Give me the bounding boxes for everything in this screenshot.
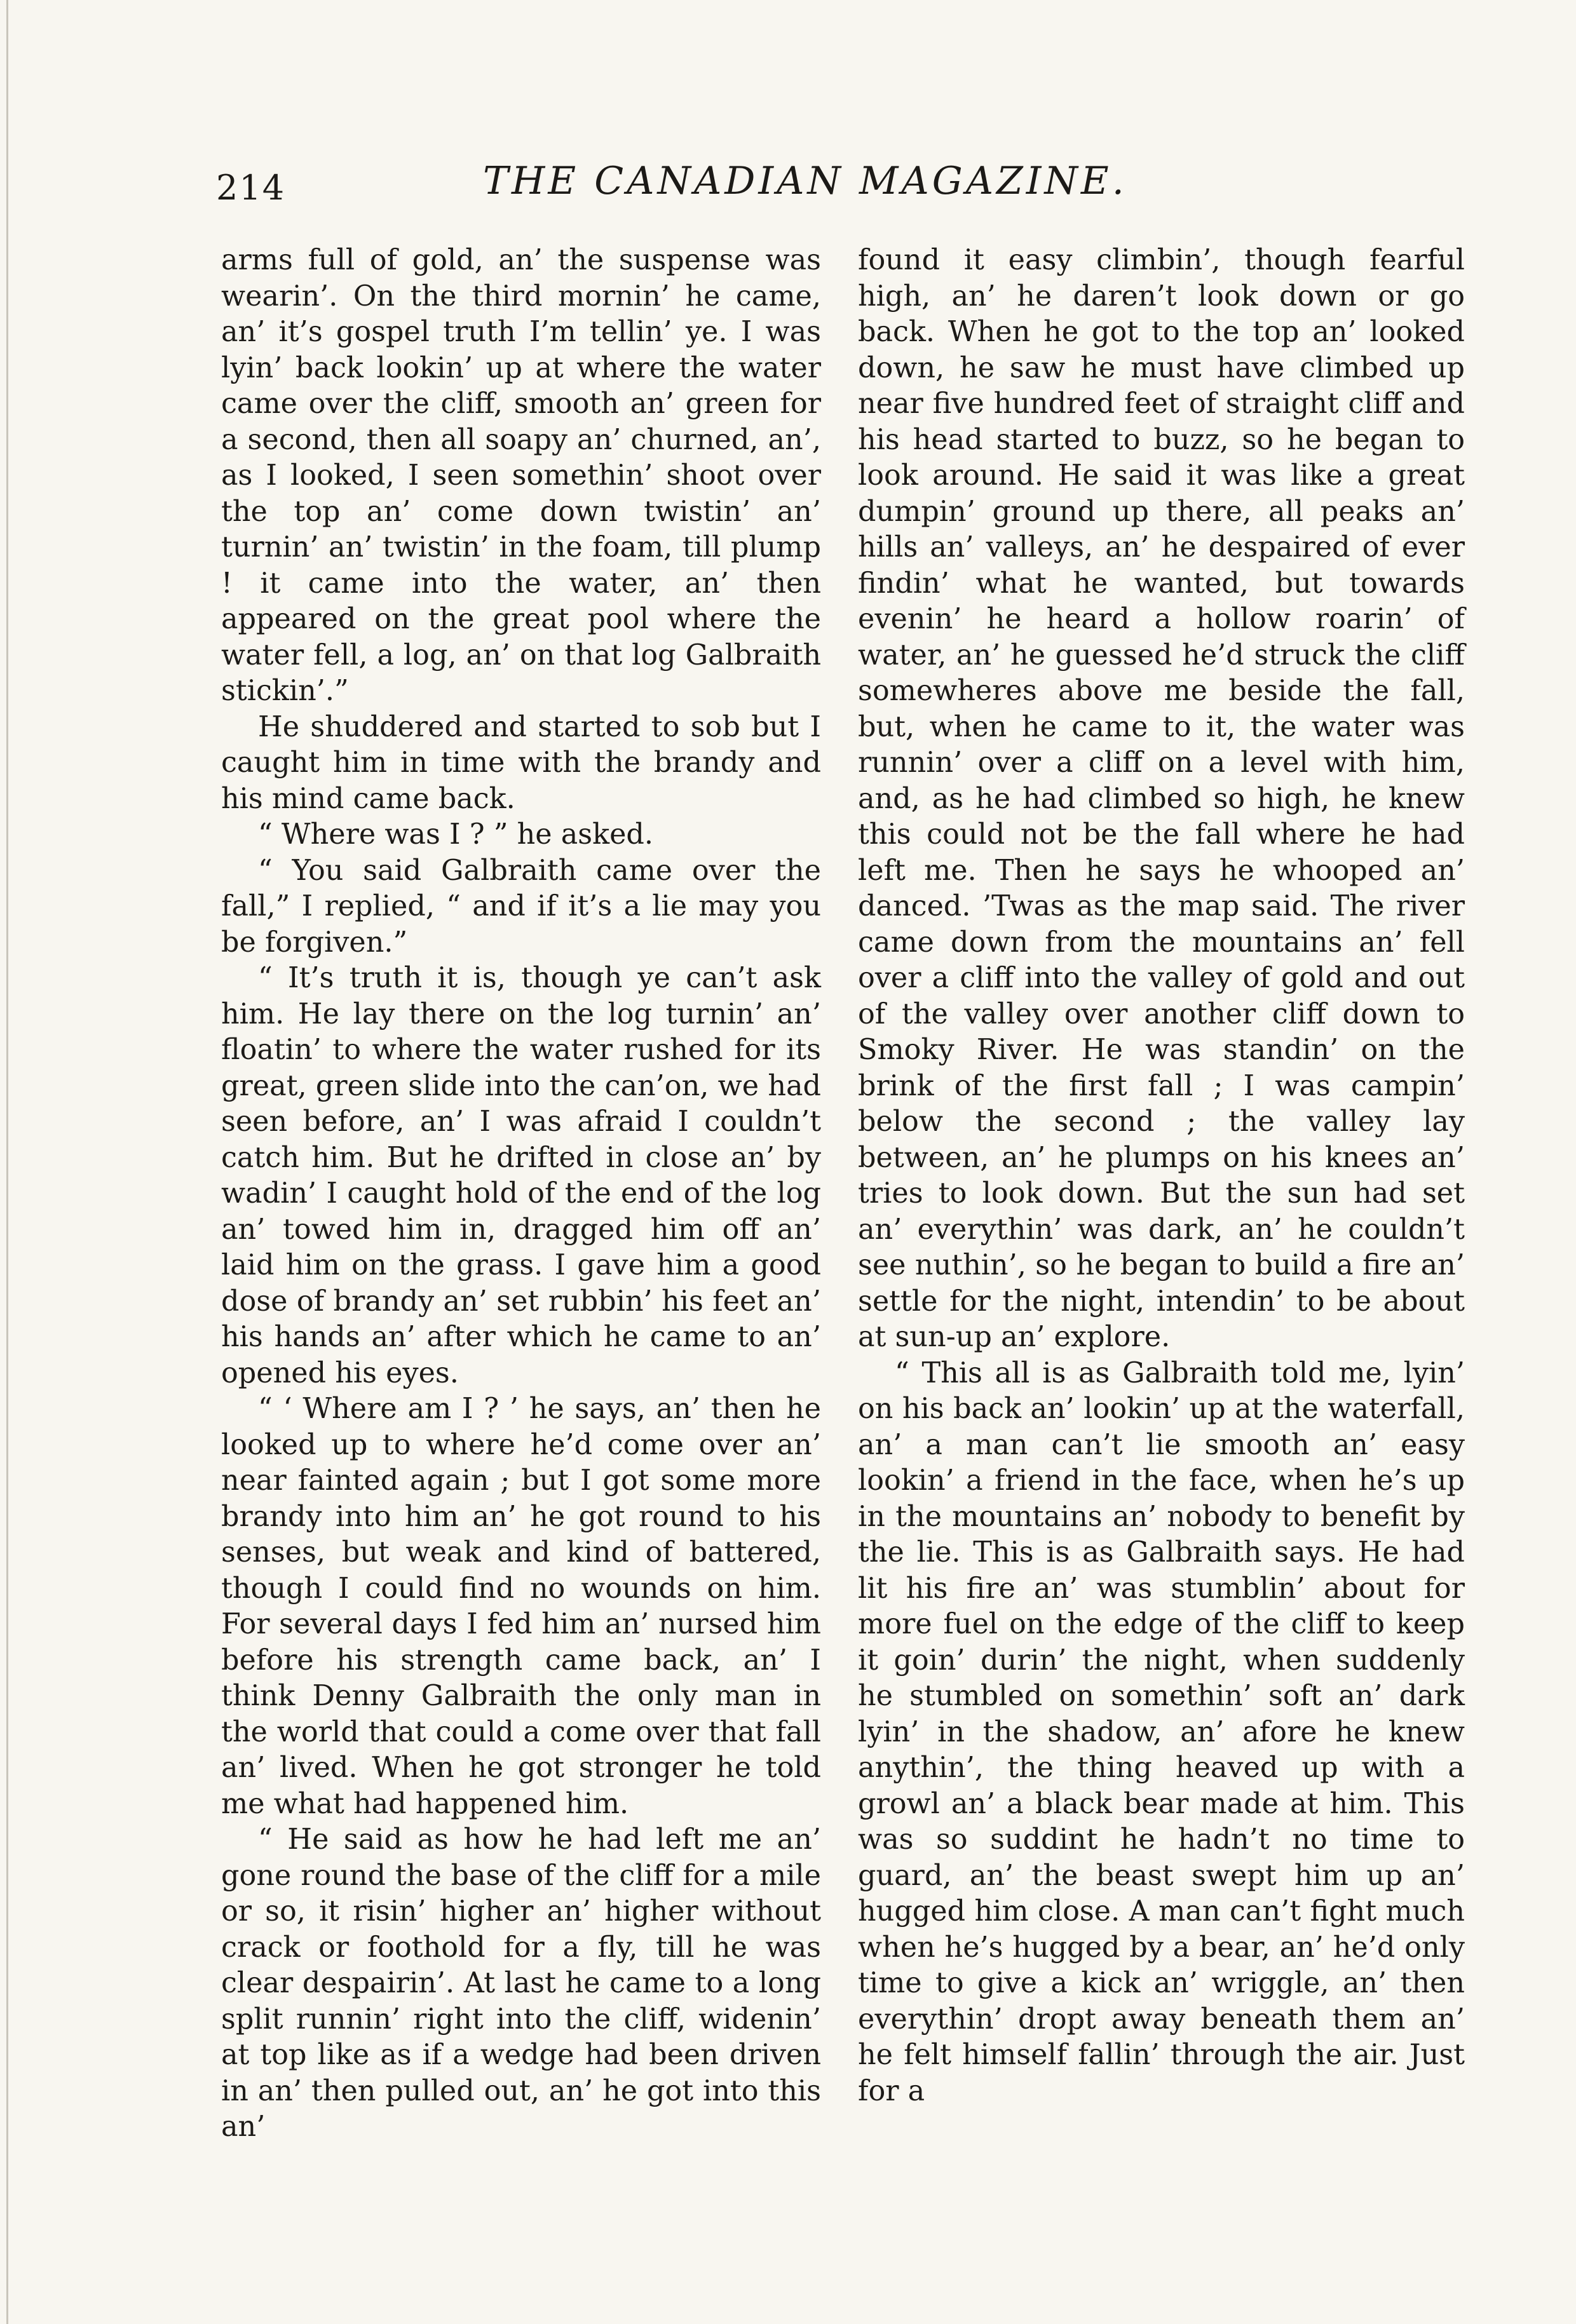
page-edge	[6, 0, 8, 2324]
right-column	[858, 243, 1465, 2109]
paragraph: “ It’s truth it is, though ye can’t ask him. He lay there on the log turnin’ an’ floatin’ to where the water rushed for its great, green slide into the can’on, we had seen before, an’ I was afraid I couldn’t catch him. But he drifted in close an’ by wadin’ I caught hold of the end of the log an’ towed him in, dragged him off an’ laid him on the grass. I gave him a good dose of brandy an’ set rubbin’ his feet an’ his hands an’ after which he came to an’ opened his eyes.	[221, 962, 821, 1389]
paragraph: “ This all is as Galbraith told me, lyin’ on his back an’ lookin’ up at the waterfall, an’ a man can’t lie smooth an’ easy lookin’ a friend in the face, when he’s up in the mountains an’ nobody to benefit by the lie. This is as Galbraith says. He had lit his fire an’ was stumblin’ about for more fuel on the edge of the cliff to keep it goin’ durin’ the night, when suddenly he stumbled on somethin’ soft an’ dark lyin’ in the shadow, an’ afore he knew anythin’, the thing heaved up with a growl an’ a black bear made at him. This was so suddint he hadn’t no time to guard, an’ the beast swept him up an’ hugged him close. A man can’t fight much when he’s hugged by a bear, an’ he’d only time to give a kick an’ wriggle, an’ then everythin’ dropt away beneath them an’ he felt himself fallin’ through the air. Just for a	[858, 1356, 1465, 2107]
running-head: THE CANADIAN MAGAZINE.	[483, 159, 1127, 203]
paragraph: “ You said Galbraith came over the fall,” I replied, “ and if it’s a lie may you be forgiven.”	[221, 854, 821, 959]
paragraph: “ He said as how he had left me an’ gone round the base of the cliff for a mile or so, it risin’ higher an’ higher without crack or foothold for a fly, till he was clear despairin’. At last he came to a long split runnin’ right into the cliff, widenin’ at top like as if a wedge had been driven in an’ then pulled out, an’ he got into this an’	[221, 1823, 821, 2143]
page-number: 214	[216, 168, 286, 208]
paragraph: “ ‘ Where am I ? ’ he says, an’ then he looked up to where he’d come over an’ near fainted again ; but I got some more brandy into him an’ he got round to his senses, but weak and kind of battered, though I could find no wounds on him. For several days I fed him an’ nursed him before his strength came back, an’ I think Denny Galbraith the only man in the world that could a come over that fall an’ lived. When he got stronger he told me what had happened him.	[221, 1393, 821, 1820]
paragraph: found it easy climbin’, though fearful high, an’ he daren’t look down or go back. When he got to the top an’ looked down, he saw he must have climbed up near five hundred feet of straight cliff and his head started to buzz, so he began to look around. He said it was like a great dumpin’ ground up there, all peaks an’ hills an’ valleys, an’ he despaired of ever findin’ what he wanted, but towards evenin’ he heard a hollow roarin’ of water, an’ he guessed he’d struck the cliff somewheres above me beside the fall, but, when he came to it, the water was runnin’ over a cliff on a level with him, and, as he had climbed so high, he knew this could not be the fall where he had left me. Then he says he whooped an’ danced. ’Twas as the map said. The river came down from the mountains an’ fell over a cliff into the valley of gold and out of the valley over another cliff down to Smoky River. He was standin’ on the brink of the first fall ; I was campin’ below the second ; the valley lay between, an’ he plumps on his knees an’ tries to look down. But the sun had set an’ everythin’ was dark, an’ he couldn’t see nuthin’, so he began to build a fire an’ settle for the night, intendin’ to be about at sun-up an’ explore.	[858, 244, 1465, 1353]
paragraph: He shuddered and started to sob but I caught him in time with the brandy and his mind came back.	[221, 710, 821, 815]
left-column	[221, 243, 821, 2145]
page-header	[216, 159, 1335, 216]
paragraph: arms full of gold, an’ the suspense was wearin’. On the third mornin’ he came, an’ it’s gospel truth I’m tellin’ ye. I was lyin’ back lookin’ up at where the water came over the cliff, smooth an’ green for a second, then all soapy an’ churned, an’, as I looked, I seen somethin’ shoot over the top an’ come down twistin’ an’ turnin’ an’ twistin’ in the foam, till plump ! it came into the water, an’ then appeared on the great pool where the water fell, a log, an’ on that log Galbraith stickin’.”	[221, 244, 821, 707]
paragraph: “ Where was I ? ” he asked.	[258, 818, 654, 851]
